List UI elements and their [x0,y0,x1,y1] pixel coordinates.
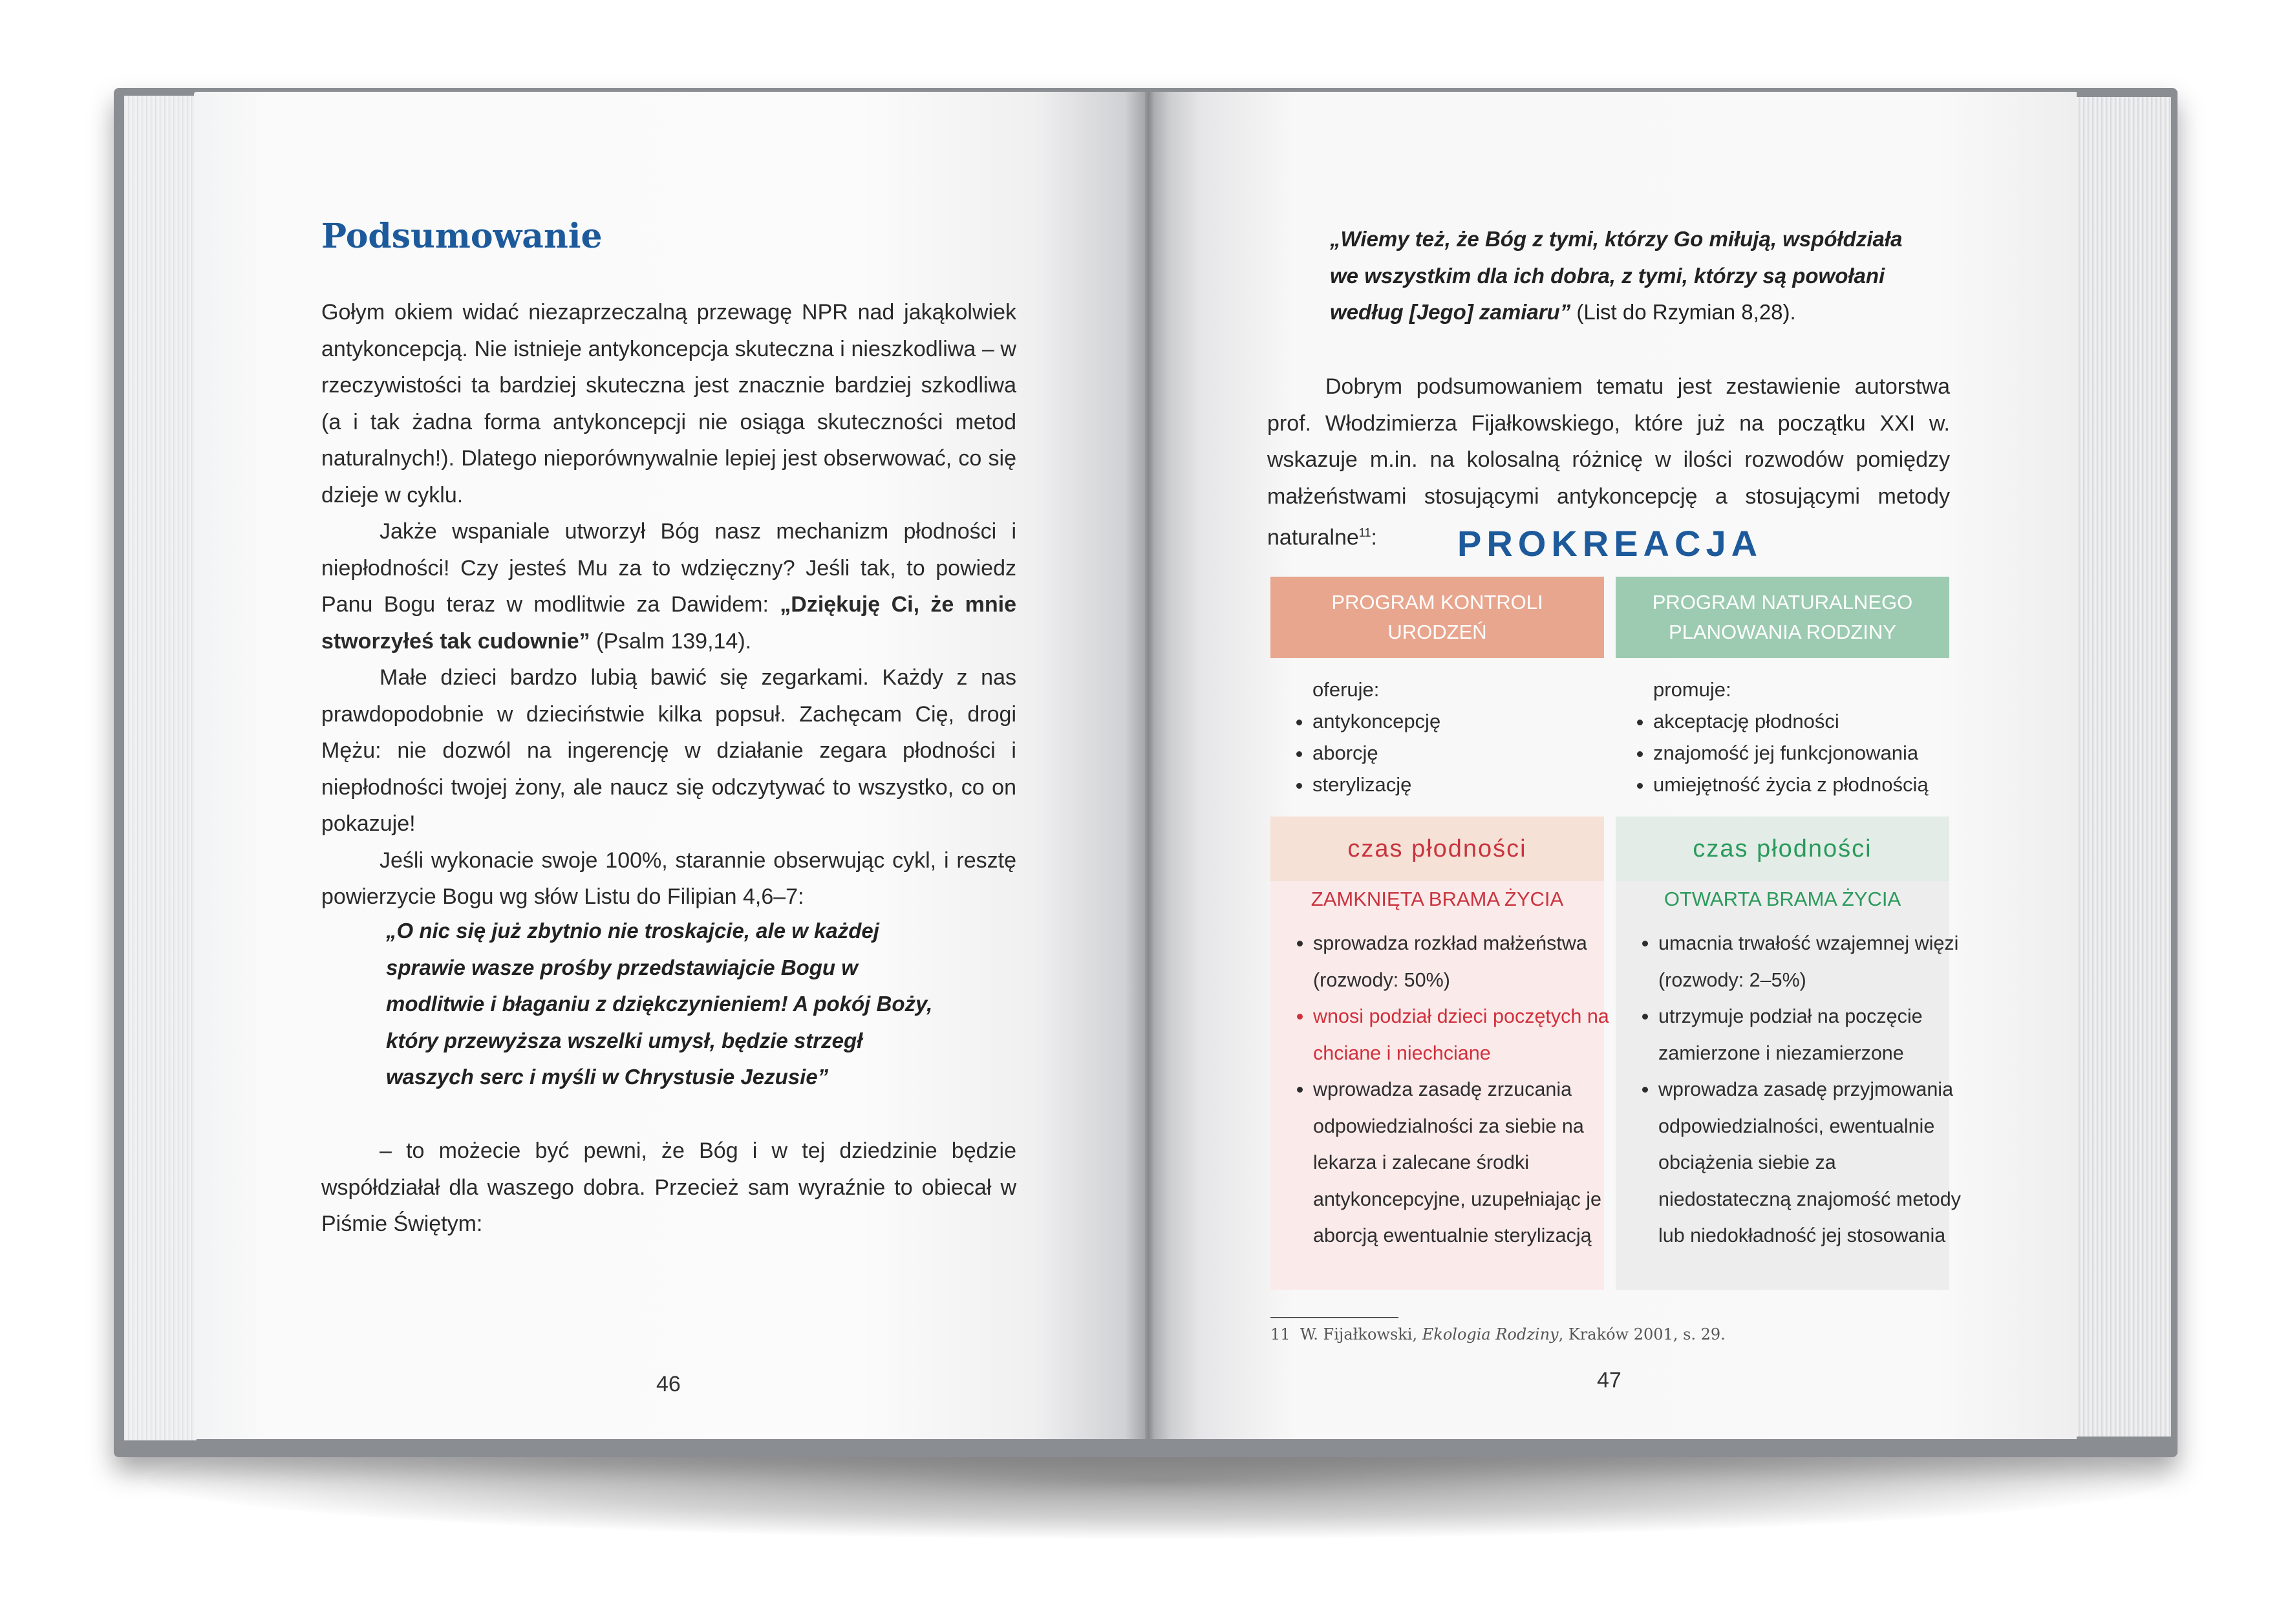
page-edges-left [124,96,197,1440]
psalm-quote: „Dziękuję Ci, że mnie stworzyłeś tak cudownie” [321,592,1016,654]
closed-gate-title: ZAMKNIĘTA BRAMA ŻYCIA [1311,888,1564,910]
left-body [321,294,1016,915]
list-item: • wprowadza zasadę przyjmowania odpowiedzialności, ewentualnie obciążenia siebie za niedostateczną znajomość metody lub niedokładność jej stosowania [1658,1071,1962,1254]
intro-end: : [1371,525,1377,550]
list-item: • aborcję [1312,737,1440,769]
footnote-mark: 11 [1358,526,1371,539]
footnote-author: W. Fijałkowski, [1300,1325,1418,1343]
fertility-time-label-left: czas płodności [1270,817,1604,881]
page-edges-right [2074,97,2171,1437]
list-item: • utrzymuje podział na poczęcie zamierzone i niezamierzone [1658,998,1962,1071]
birth-control-list [1289,705,1440,800]
paragraph-4: Jeśli wykonacie swoje 100%, starannie obserwując cykl, i resztę powierzycie Bogu wg słów Listu do Filipian 4,6–7: [321,848,1016,909]
list-item: • sterylizację [1312,769,1440,800]
footnote-rest: , Kraków 2001, s. 29. [1558,1325,1726,1343]
romans-quote-ref: (List do Rzymian 8,28). [1570,300,1796,324]
npr-promotes [1653,674,1731,705]
comparison-title: PROKREACJA [1457,523,1763,564]
open-gate-title: OTWARTA BRAMA ŻYCIA [1664,888,1901,910]
header-npr-label: PROGRAM NATURALNEGO PLANOWANIA RODZINY [1652,591,1913,643]
list-item-highlighted: • wnosi podział dzieci poczętych na chciane i niechciane [1313,998,1617,1071]
birth-control-offers [1312,674,1379,705]
closed-gate-box [1270,817,1609,1290]
header-npr [1616,577,1949,658]
fertility-time-label-right: czas płodności [1616,817,1949,881]
page-number-left: 46 [656,1372,681,1396]
header-birth-control [1270,577,1604,658]
list-item: • znajomość jej funkcjonowania [1653,737,1929,769]
footnote [1270,1325,1726,1343]
list-item: • akceptację płodności [1653,705,1929,737]
offers-lead: oferuje: [1312,678,1380,701]
romans-quote-text: „Wiemy też, że Bóg z tymi, którzy Go miłują, współdziała we wszystkim dla ich dobra, z tymi, którzy są powołani według [Jego] zamiaru” [1330,227,1903,324]
psalm-ref: (Psalm 139,14). [590,628,752,654]
closing-text [321,1133,1016,1243]
footnote-number: 11 [1270,1325,1290,1343]
paragraph-3: Małe dzieci bardzo lubią bawić się zegarkami. Każdy z nas prawdopodobnie w dzieciństwie kilka popsuł. Zachęcam Cię, drogi Mężu: nie dozwól na ingerencję w działanie zegara płodności i niepłodności twojej żony, ale naucz się odczytywać to wszystko, co on pokazuje! [321,665,1016,836]
list-item: • umiejętność życia z płodnością [1653,769,1929,800]
page-number-right: 47 [1597,1368,1621,1393]
list-item: • sprowadza rozkład małżeństwa (rozwody: 50%) [1313,925,1617,998]
list-item: • antykoncepcję [1312,705,1440,737]
section-heading: Podsumowanie [321,217,603,256]
intro-body: Dobrym podsumowaniem tematu jest zestawienie autorstwa prof. Włodzimierza Fijałkowskiego, które już na początku XXI w. wskazuje m.in. na kolosalną różnicę w ilości rozwodów pomiędzy małżeństwami stosującymi antykoncepcję a stosującymi metody naturalne [1267,374,1950,550]
npr-list [1630,705,1929,800]
closing-paragraph: – to możecie być pewni, że Bóg i w tej dziedzinie będzie współdziałał dla waszego dobra. Przecież sam wyraźnie to obiecał w Piśmie Świętym: [321,1138,1016,1236]
romans-quote [1330,221,1931,331]
footnote-divider [1270,1317,1398,1318]
list-item: • umacnia trwałość wzajemnej więzi (rozwody: 2–5%) [1658,925,1962,998]
paragraph-2-text: Jakże wspaniale utworzył Bóg nasz mechanizm płodności i niepłodności! Czy jesteś Mu za to wdzięczny? Jeśli tak, to powiedz Panu Bogu teraz w modlitwie za Dawidem: [321,519,1016,617]
list-item: • wprowadza zasadę zrzucania odpowiedzialności za siebie na lekarza i zalecane środki antykoncepcyjne, uzupełniając je aborcją ewentualnie sterylizacją [1313,1071,1617,1254]
header-birth-control-label: PROGRAM KONTROLI URODZEŃ [1331,591,1543,643]
footnote-title: Ekologia Rodziny [1422,1325,1559,1343]
philippians-quote: „O nic się już zbytnio nie troskajcie, ale w każdej sprawie wasze prośby przedstawiajcie Bogu w modlitwie i błaganiu z dziękczynieniem! A pokój Boży, który przewyższa wszelki umysł, będzie strzegł waszych serc i myśli w Chrystusie Jezusie” [386,919,933,1089]
paragraph-1: Gołym okiem widać niezaprzeczalną przewagę NPR nad jakąkolwiek antykoncepcją. Nie istnieje antykoncepcja skuteczna i nieszkodliwa – w rzeczywistości ta bardziej skuteczna jest znacznie bardziej szkodliwa (a i tak żadna forma antykoncepcji nie osiąga skuteczności metod naturalnych!). Dlatego nieporównywalnie lepiej jest obserwować, co się dzieje w cyklu. [321,300,1016,508]
promotes-lead: promuje: [1653,678,1731,701]
book-gutter [1125,92,1170,1439]
paragraph-2 [321,513,1016,659]
open-gate-box [1616,817,1961,1290]
